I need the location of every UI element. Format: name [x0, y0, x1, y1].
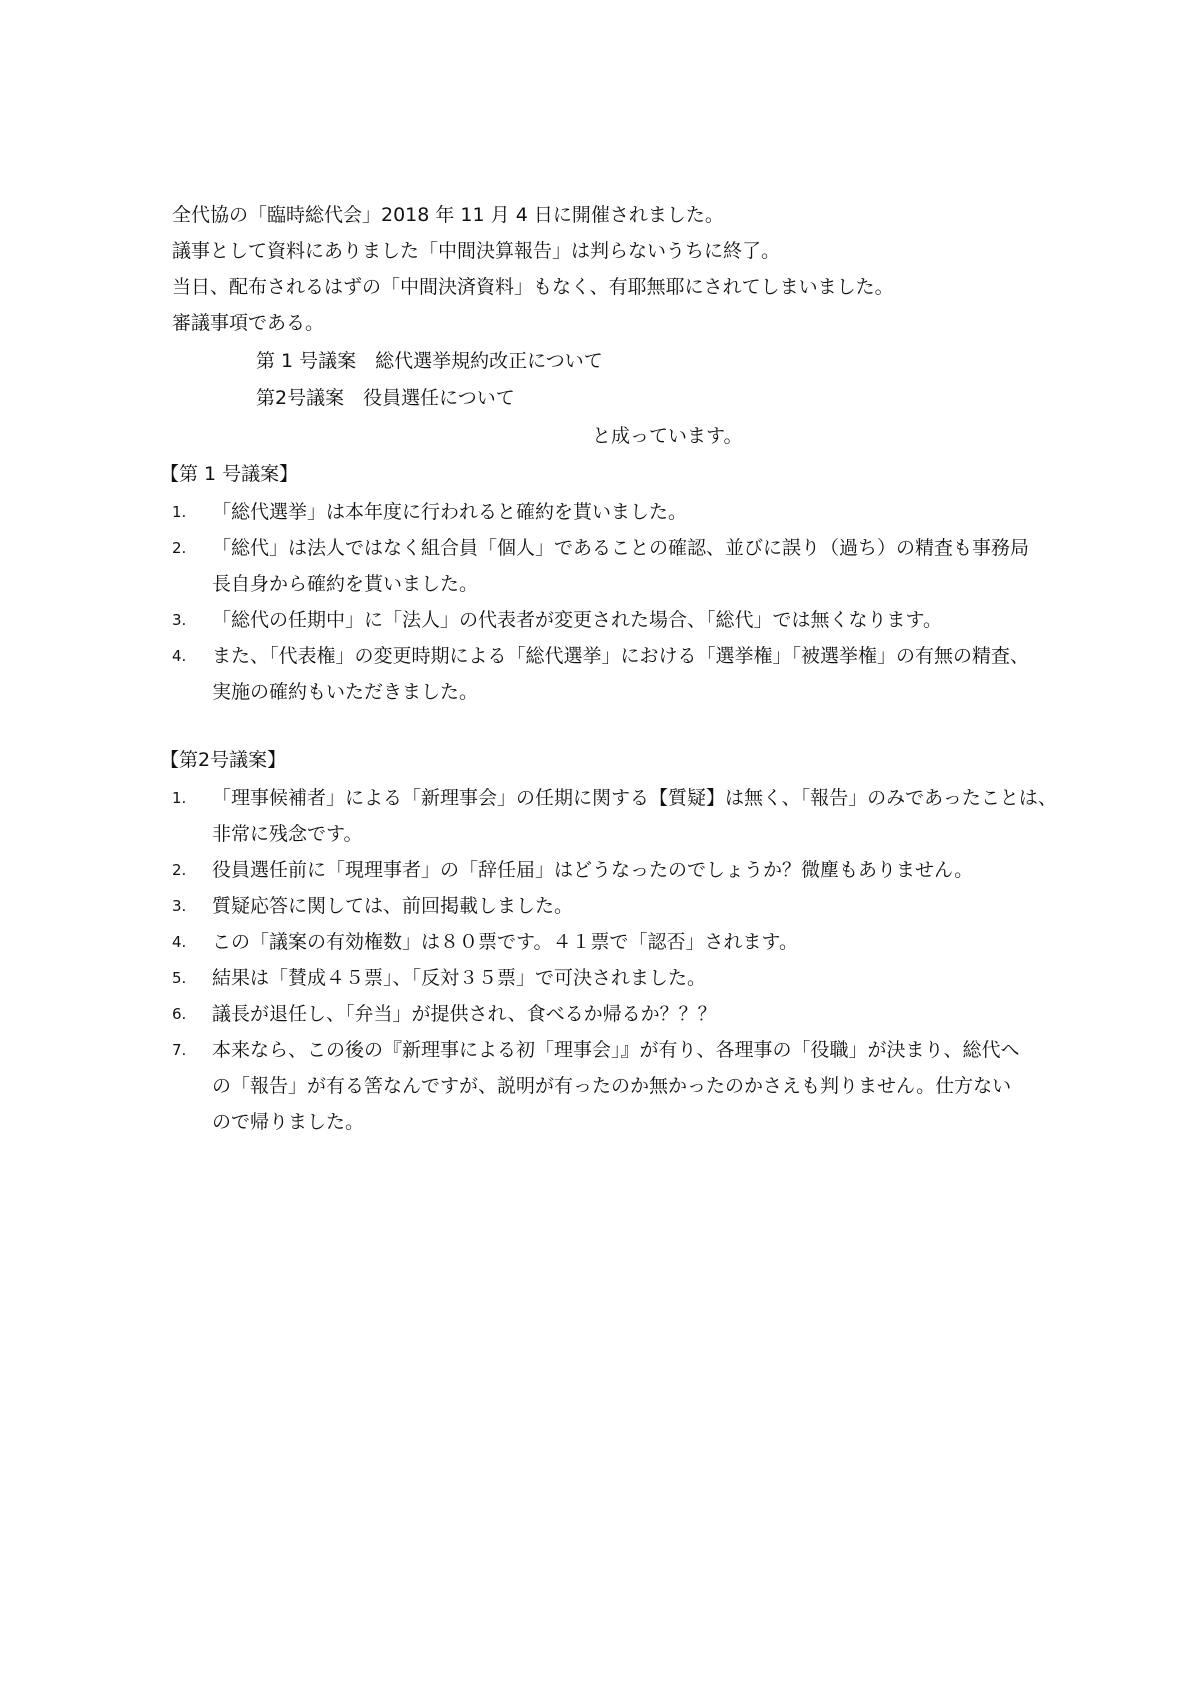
section1-item-2-line-2: 長自身から確約を貰いました。 [212, 573, 479, 595]
section1-item-2-line-1: 「総代」は法人ではなく組合員「個人」であることの確認、並びに誤り（過ち）の精査も事務局 [212, 537, 1030, 559]
section2-item-6-line-1: 議長が退任し、「弁当」が提供され、食べるか帰るか？？？ [212, 1003, 717, 1025]
section2-item-1-line-2: 非常に残念です。 [212, 823, 363, 845]
section1-item-3-number: 3. [172, 611, 187, 629]
section2-item-7-line-1: 本来なら、この後の『新理事による初「理事会」』が有り、各理事の「役職」が決まり、総代へ [212, 1039, 1020, 1061]
section2-item-7-line-2: の「報告」が有る筈なんですが、説明が有ったのか無かったのかさえも判りません。仕方ない [212, 1075, 1012, 1097]
section2-heading: 【第2号議案】 [160, 749, 287, 771]
section2-item-1-number: 1. [172, 789, 187, 807]
intro-line-2: 議事として資料にありました「中間決算報告」は判らないうちに終了。 [172, 240, 781, 262]
section2-item-4-line-1: この「議案の有効権数」は８０票です。４１票で「認否」されます。 [212, 931, 798, 953]
intro-line-3: 当日、配布されるはずの「中間決済資料」もなく、有耶無耶にされてしまいました。 [172, 276, 894, 298]
intro-line-4: 審議事項である。 [172, 312, 325, 334]
section1-item-4-number: 4. [172, 647, 187, 665]
section2-item-1-line-1: 「理事候補者」による「新理事会」の任期に関する【質疑】は無く、「報告」のみであったことは、 [212, 787, 1057, 809]
section1-item-3-line-1: 「総代の任期中」に「法人」の代表者が変更された場合、「総代」では無くなります。 [212, 609, 942, 631]
section2-item-2-line-1: 役員選任前に「現理事者」の「辞任届」はどうなったのでしょうか？微塵もありません。 [212, 859, 974, 881]
section2-item-5-number: 5. [172, 969, 187, 987]
section2-item-6-number: 6. [172, 1005, 187, 1023]
section1-item-4-line-2: 実施の確約もいただきました。 [212, 681, 479, 703]
section1-item-1-number: 1. [172, 503, 187, 521]
section1-heading: 【第 1 号議案】 [160, 463, 299, 485]
section2-item-7-number: 7. [172, 1041, 187, 1059]
agenda-tail: と成っています。 [592, 425, 743, 447]
section1-item-1-line-1: 「総代選挙」は本年度に行われると確約を貰いました。 [212, 501, 688, 523]
agenda-item-2: 第2号議案 役員選任について [256, 387, 515, 409]
section2-item-3-number: 3. [172, 897, 187, 915]
section2-item-4-number: 4. [172, 933, 187, 951]
section2-item-2-number: 2. [172, 861, 187, 879]
intro-line-1: 全代協の「臨時総代会」2018 年 11 月 4 日に開催されました。 [172, 204, 724, 226]
agenda-item-1: 第 1 号議案 総代選挙規約改正について [256, 350, 603, 372]
section1-item-4-line-1: また、「代表権」の変更時期による「総代選挙」における「選挙権」「被選挙権」の有無の精査、 [212, 645, 1030, 667]
section2-item-7-line-3: ので帰りました。 [212, 1111, 365, 1133]
section2-item-5-line-1: 結果は「賛成４５票」、「反対３５票」で可決されました。 [212, 967, 707, 989]
section1-item-2-number: 2. [172, 539, 187, 557]
section2-item-3-line-1: 質疑応答に関しては、前回掲載しました。 [212, 895, 574, 917]
